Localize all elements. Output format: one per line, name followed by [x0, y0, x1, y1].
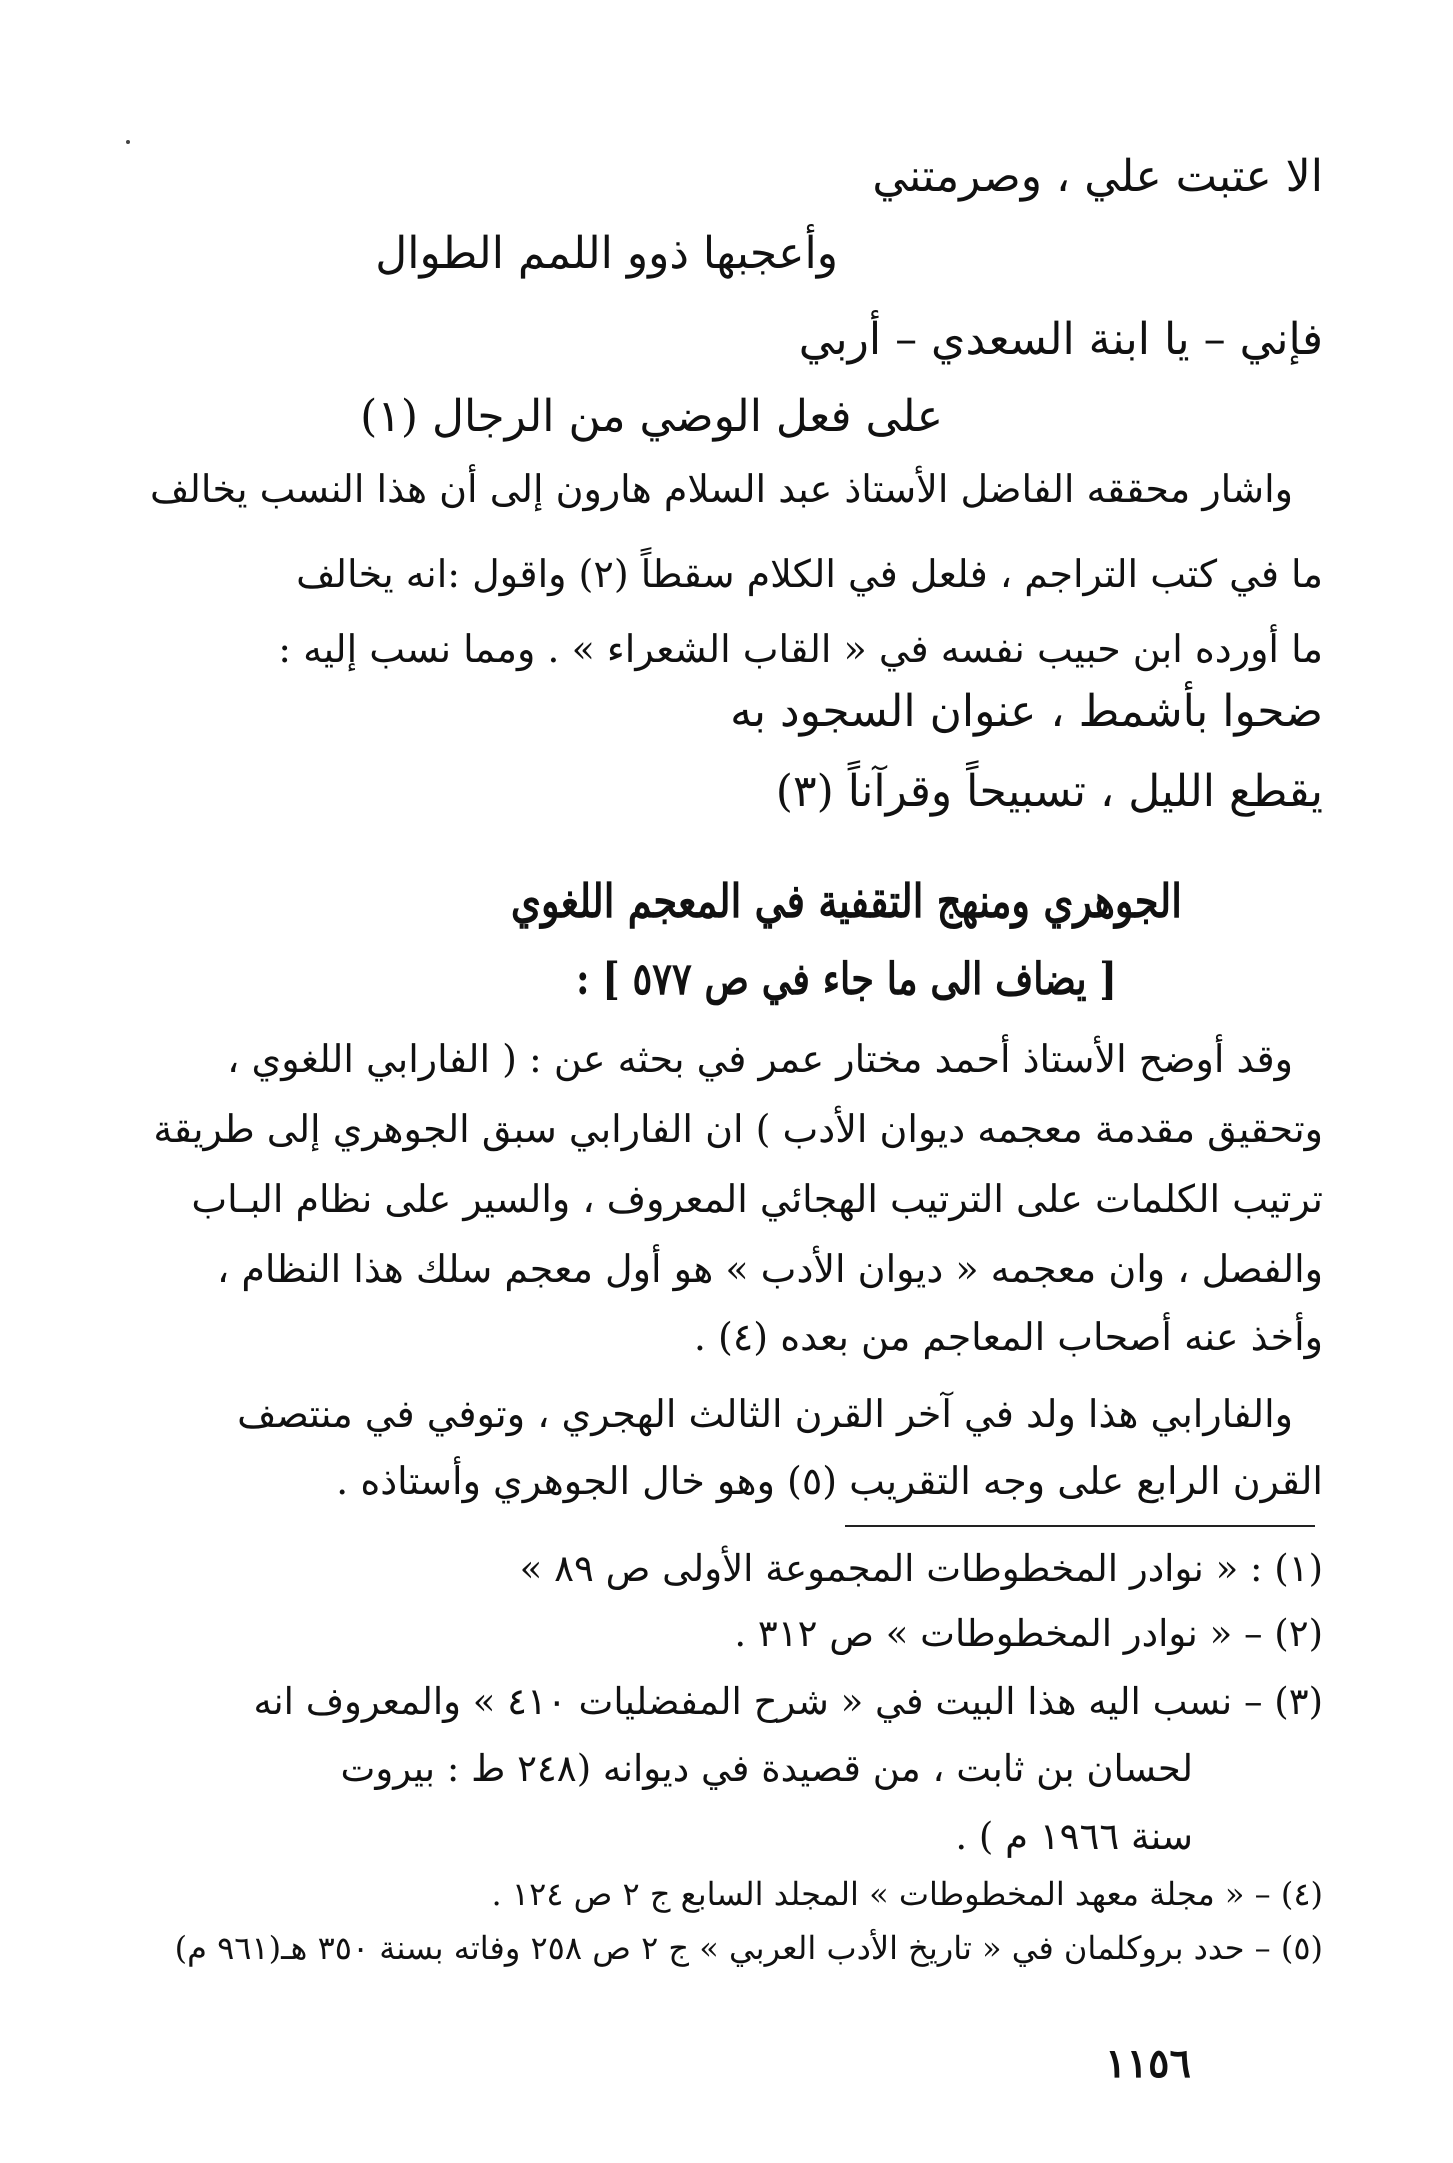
- page-number: ١١٥٦: [1105, 2040, 1191, 2087]
- footnote-4: (٤) – « مجلة معهد المخطوطات » المجلد السابع ج ٢ ص ١٢٤ .: [491, 1875, 1323, 1913]
- footnote-5: (٥) – حدد بروكلمان في « تاريخ الأدب العربي » ج ٢ ص ٢٥٨ وفاته بسنة ٣٥٠ هـ(٩٦١ م): [174, 1929, 1323, 1967]
- verse-line-6: يقطع الليل ، تسبيحاً وقرآناً (٣): [775, 766, 1323, 817]
- speck-mark: [126, 140, 130, 144]
- footnote-separator: [845, 1525, 1315, 1527]
- paragraph-3-line-1: والفارابي هذا ولد في آخر القرن الثالث الهجري ، وتوفي في منتصف: [237, 1392, 1293, 1436]
- paragraph-2-line-4: والفصل ، وان معجمه « ديوان الأدب » هو أول معجم سلك هذا النظام ،: [216, 1247, 1323, 1291]
- verse-line-4: على فعل الوضي من الرجال (١): [360, 391, 943, 442]
- footnote-3-line-3: سنة ١٩٦٦ م ) .: [955, 1815, 1193, 1858]
- verse-line-2: وأعجبها ذوو اللمم الطوال: [375, 228, 838, 279]
- paragraph-2-line-5: وأخذ عنه أصحاب المعاجم من بعده (٤) .: [693, 1315, 1323, 1359]
- footnote-2: (٢) – « نوادر المخطوطات » ص ٣١٢ .: [734, 1612, 1323, 1655]
- paragraph-1-line-1: واشار محققه الفاضل الأستاذ عبد السلام هارون إلى أن هذا النسب يخالف: [149, 467, 1293, 511]
- paragraph-2-line-1: وقد أوضح الأستاذ أحمد مختار عمر في بحثه عن : ( الفارابي اللغوي ،: [227, 1037, 1293, 1081]
- verse-line-5: ضحوا بأشمط ، عنوان السجود به: [730, 686, 1323, 737]
- footnote-3-line-2: لحسان بن ثابت ، من قصيدة في ديوانه (٢٤٨ ط : بيروت: [340, 1747, 1193, 1790]
- verse-line-1: الا عتبت علي ، وصرمتني: [872, 151, 1323, 202]
- paragraph-2-line-2: وتحقيق مقدمة معجمه ديوان الأدب ) ان الفارابي سبق الجوهري إلى طريقة: [153, 1107, 1323, 1151]
- footnote-3-line-1: (٣) – نسب اليه هذا البيت في « شرح المفضليات ٤١٠ » والمعروف انه: [253, 1680, 1323, 1723]
- verse-line-3: فإني – يا ابنة السعدي – أربي: [798, 314, 1323, 365]
- section-heading: الجوهري ومنهج التقفية في المعجم اللغوي: [510, 874, 1182, 928]
- paragraph-2-line-3: ترتيب الكلمات على الترتيب الهجائي المعروف ، والسير على نظام البـاب: [191, 1177, 1323, 1221]
- footnote-1: (١) : « نوادر المخطوطات المجموعة الأولى ص ٨٩ »: [519, 1547, 1323, 1590]
- paragraph-1-line-2: ما في كتب التراجم ، فلعل في الكلام سقطاً (٢) واقول :انه يخالف: [296, 552, 1323, 596]
- paragraph-3-line-2: القرن الرابع على وجه التقريب (٥) وهو خال الجوهري وأستاذه .: [336, 1459, 1323, 1503]
- paragraph-1-line-3: ما أورده ابن حبيب نفسه في « القاب الشعراء » . ومما نسب إليه :: [278, 627, 1323, 671]
- section-subheading: [ يضاف الى ما جاء في ص ٥٧٧ ] :: [576, 954, 1117, 1005]
